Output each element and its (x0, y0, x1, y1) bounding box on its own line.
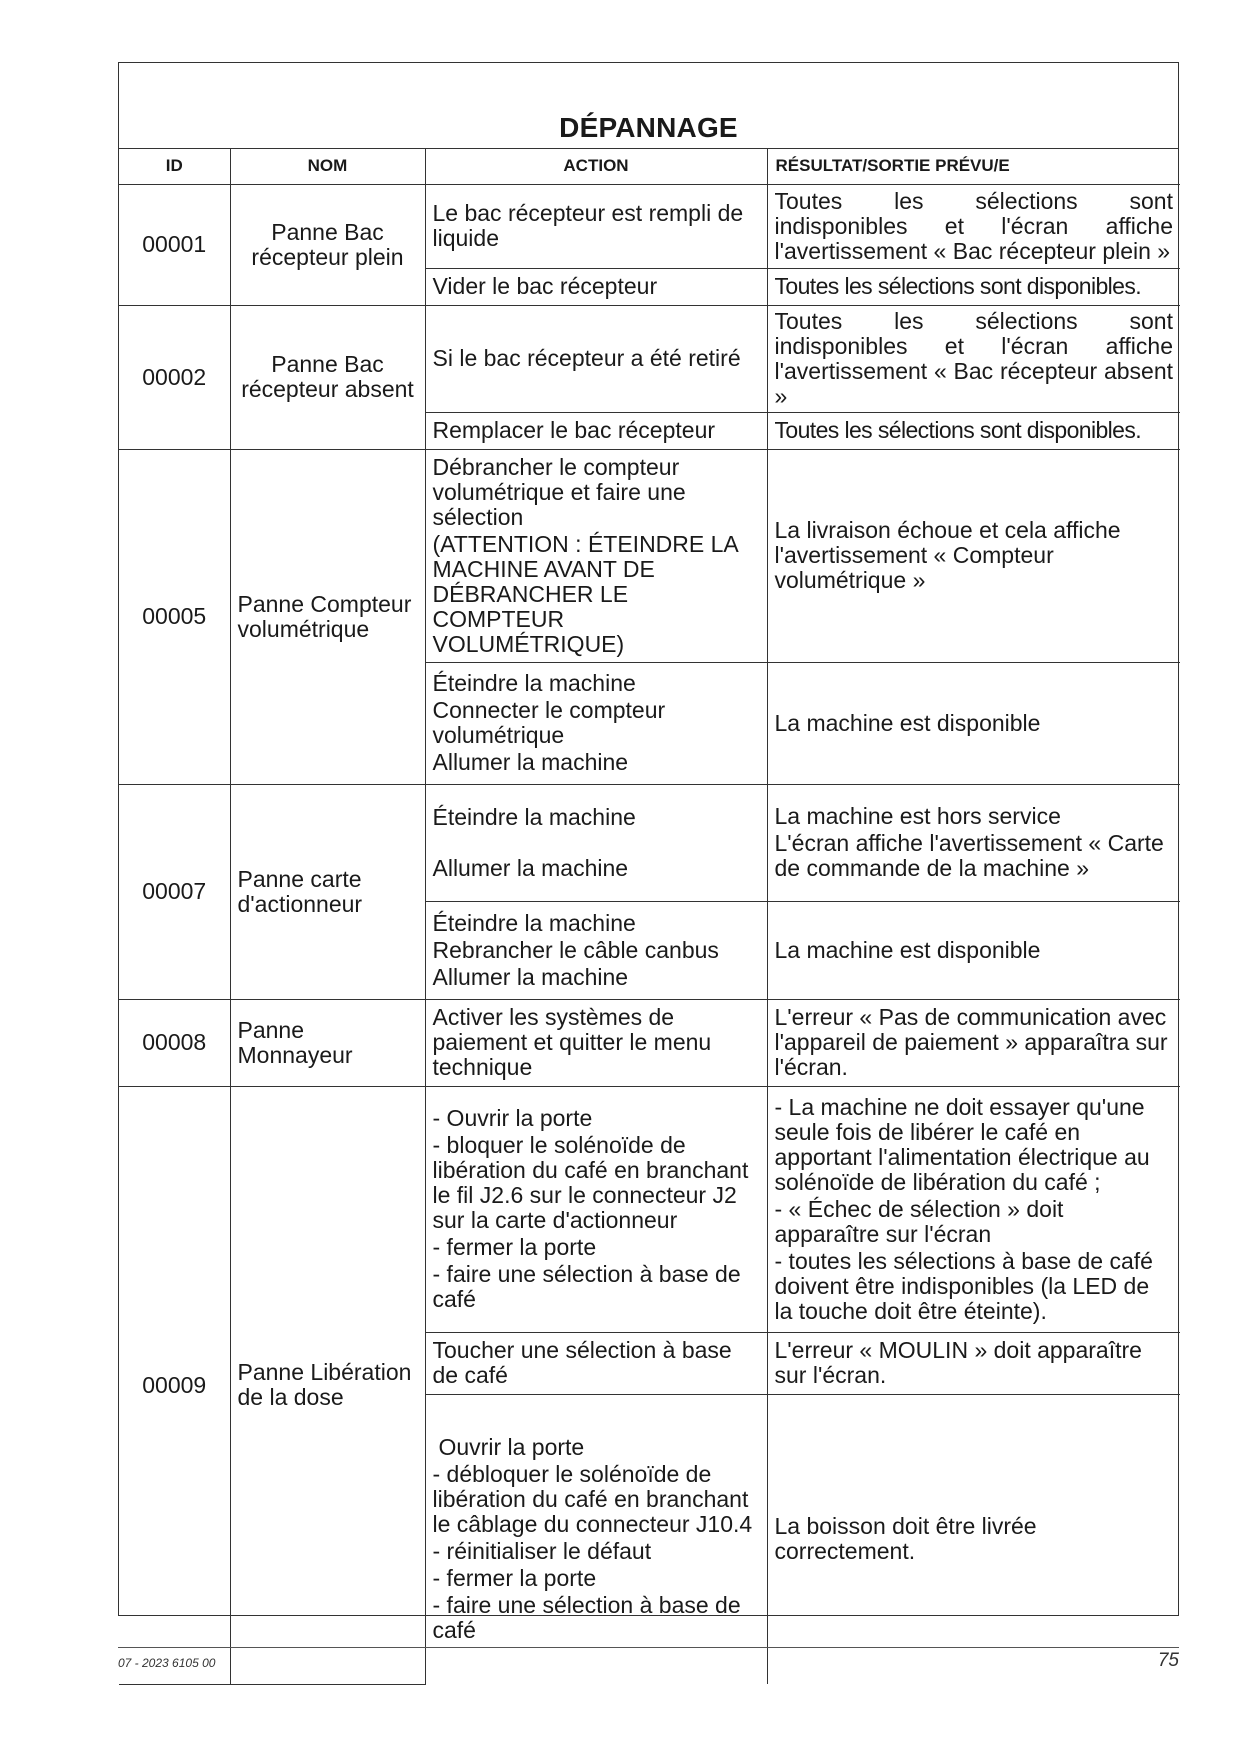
result-cell (767, 1086, 1180, 1332)
action-line: Éteindre la machine (432, 803, 636, 830)
result-cell: La machine est disponible (767, 901, 1180, 999)
action-line: Débrancher le compteur volumétrique et faire une sélection (432, 453, 686, 530)
result-line: - toutes les sélections à base de café doivent être indisponibles (la LED de la touche doit être éteinte). (774, 1247, 1153, 1324)
document-code: 07 - 2023 6105 00 (118, 1656, 216, 1670)
table-row (119, 305, 1180, 412)
action-cell: Si le bac récepteur a été retiré (425, 305, 767, 412)
result-cell: Toutes les sélections sont indisponibles et l'écran affiche l'avertissement « Bac récepteur absent » (767, 305, 1180, 412)
header-name: NOM (230, 149, 425, 184)
table-row (119, 184, 1180, 268)
action-cell (425, 901, 767, 999)
row-name: Panne Bac récepteur plein (230, 184, 425, 305)
table-row (119, 449, 1180, 662)
troubleshooting-table (119, 149, 1180, 1685)
result-cell (767, 784, 1180, 901)
page-number: 75 (1157, 1650, 1179, 1671)
action-line: - réinitialiser le défaut (432, 1538, 652, 1565)
result-line: - La machine ne doit essayer qu'une seule fois de libérer le café en apportant l'alimentation électrique au solénoïde de libération du café ; (774, 1093, 1150, 1195)
row-id: 00007 (119, 784, 230, 999)
row-name: Panne Bac récepteur absent (230, 305, 425, 449)
result-cell: Toutes les sélections sont indisponibles et l'écran affiche l'avertissement « Bac récepteur plein » (767, 184, 1180, 268)
row-name: Panne Monnayeur (230, 999, 425, 1086)
result-cell: Toutes les sélections sont disponibles. (767, 268, 1180, 305)
row-id: 00005 (119, 449, 230, 784)
row-id: 00002 (119, 305, 230, 449)
row-name: Panne carte d'actionneur (230, 784, 425, 999)
table-row (119, 784, 1180, 901)
result-cell: La machine est disponible (767, 662, 1180, 784)
action-line: Connecter le compteur volumétrique (432, 697, 666, 748)
table-row (119, 1086, 1180, 1332)
action-line: Allumer la machine (432, 854, 629, 881)
action-cell (425, 784, 767, 901)
footer-divider (118, 1647, 1179, 1648)
action-cell (425, 662, 767, 784)
result-cell: L'erreur « MOULIN » doit apparaître sur l'écran. (767, 1332, 1180, 1394)
action-cell: Le bac récepteur est rempli de liquide (425, 184, 767, 268)
title-row (119, 63, 1178, 149)
row-id: 00001 (119, 184, 230, 305)
action-line: Allumer la machine (432, 963, 629, 990)
action-line: Éteindre la machine (432, 670, 636, 696)
action-line: - faire une sélection à base de café (432, 1261, 741, 1312)
header-id: ID (119, 149, 230, 184)
action-cell: Activer les systèmes de paiement et quitter le menu technique (425, 999, 767, 1086)
action-line: - fermer la porte (432, 1234, 597, 1260)
header-result: RÉSULTAT/SORTIE PRÉVU/E (767, 149, 1180, 184)
row-name: Panne Libération de la dose (230, 1086, 425, 1684)
row-id: 00008 (119, 999, 230, 1086)
result-line: - « Échec de sélection » doit apparaître sur l'écran (774, 1195, 1064, 1247)
action-line: Éteindre la machine (432, 909, 636, 936)
action-cell: Toucher une sélection à base de café (425, 1332, 767, 1394)
action-line: - fermer la porte (432, 1565, 597, 1592)
action-warning: (ATTENTION : ÉTEINDRE LA MACHINE AVANT DE DÉBRANCHER LE COMPTEUR VOLUMÉTRIQUE) (432, 530, 738, 657)
action-line: - bloquer le solénoïde de libération du café en branchant le fil J2.6 sur le connecteur J2 sur la carte d'actionneur (432, 1132, 749, 1233)
result-cell: La livraison échoue et cela affiche l'avertissement « Compteur volumétrique » (767, 449, 1180, 662)
action-cell (425, 1394, 767, 1684)
result-cell: La boisson doit être livrée correctement. (767, 1394, 1180, 1684)
action-line: Ouvrir la porte (438, 1434, 585, 1461)
result-cell: Toutes les sélections sont disponibles. (767, 412, 1180, 449)
action-line: - faire une sélection à base de café (432, 1592, 741, 1644)
header-row (119, 149, 1180, 184)
page-title: DÉPANNAGE (559, 112, 738, 143)
result-cell: L'erreur « Pas de communication avec l'appareil de paiement » apparaîtra sur l'écran. (767, 999, 1180, 1086)
action-line: Allumer la machine (432, 749, 629, 775)
action-cell: Vider le bac récepteur (425, 268, 767, 305)
table-row (119, 999, 1180, 1086)
result-line: L'écran affiche l'avertissement « Carte de commande de la machine » (774, 830, 1164, 881)
row-id: 00009 (119, 1086, 230, 1684)
action-cell: Remplacer le bac récepteur (425, 412, 767, 449)
action-cell (425, 449, 767, 662)
action-line: - Ouvrir la porte (432, 1105, 593, 1131)
action-line: - débloquer le solénoïde de libération du café en branchant le câblage du connecteur J10.4 (432, 1461, 753, 1538)
row-name: Panne Compteur volumétrique (230, 449, 425, 784)
action-cell (425, 1086, 767, 1332)
header-action: ACTION (425, 149, 767, 184)
action-line: Rebrancher le câble canbus (432, 936, 719, 963)
result-line: La machine est hors service (774, 803, 1061, 829)
troubleshooting-frame (118, 62, 1179, 1644)
